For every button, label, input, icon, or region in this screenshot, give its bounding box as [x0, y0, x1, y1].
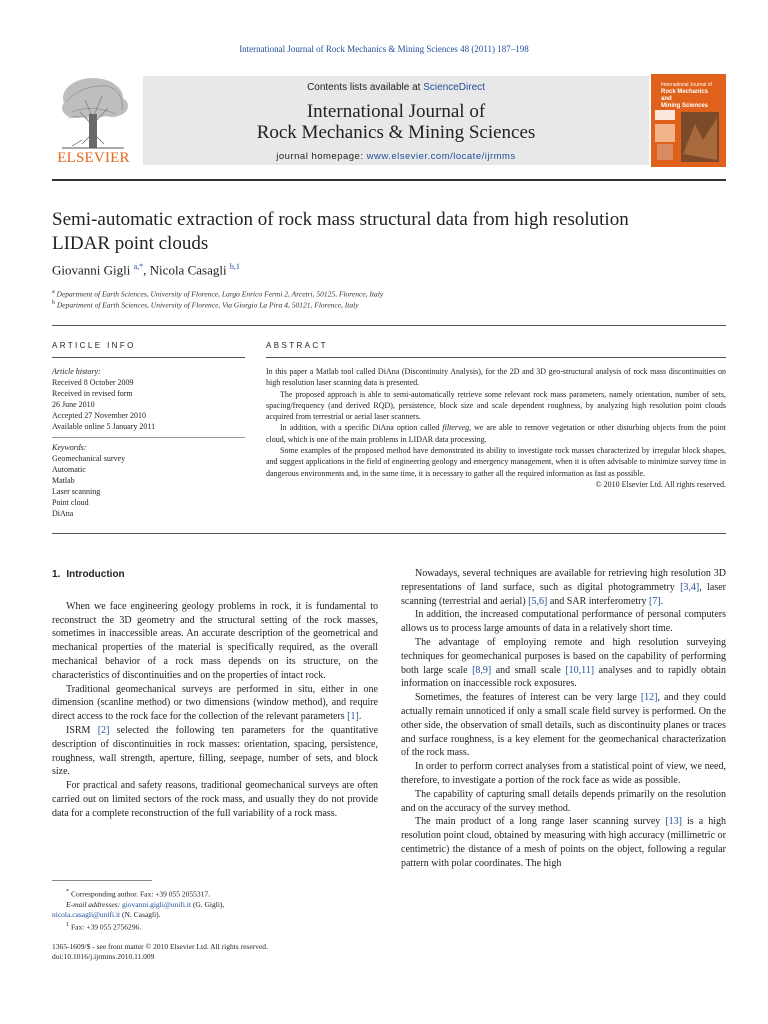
keywords-label: Keywords: — [52, 443, 87, 452]
citation-link[interactable]: [2] — [97, 724, 110, 736]
journal-masthead — [52, 74, 726, 167]
affiliation-a-text: Department of Earth Sciences, University of Florence, Largo Enrico Fermi 2, Arcetri, 50125, Florence, Italy — [54, 289, 384, 299]
abstract-paragraph: The proposed approach is able to semi-automatically retrieve some relevant rock mass parameters, namely orientation, number of sets, spacing/frequency (and derived RQD), persistence, block size and scale dependent roughness, by analyzing high resolution point clouds acquired from terrestrial or aerial laser scanners. — [266, 389, 726, 422]
journal-cover-thumbnail[interactable] — [651, 74, 726, 167]
body-right-column — [401, 567, 726, 871]
author-list — [52, 262, 240, 278]
front-matter — [52, 942, 378, 962]
history-item: Accepted 27 November 2010 — [52, 411, 146, 420]
cover-title-line-4: Mining Sciences — [661, 103, 709, 109]
copyright-notice: © 2010 Elsevier Ltd. All rights reserved. — [595, 479, 726, 489]
affiliation-b-mark: b — [52, 300, 55, 306]
history-item: Available online 5 January 2011 — [52, 422, 156, 431]
body-paragraph: For practical and safety reasons, traditional geomechanical surveys are often carried out on limited sectors of the rock mass, and usually they do not provide data for a complete reconstruction of the full variability of a rock mass. — [52, 780, 378, 819]
journal-homepage-link[interactable]: www.elsevier.com/locate/ijrmms — [366, 151, 516, 162]
body-paragraph: In addition, the increased computational performance of personal computers allows us to process large amounts of data in a relatively short time. — [401, 609, 726, 635]
keyword-item: DiAna — [52, 509, 74, 518]
section-heading — [52, 568, 378, 582]
footnote-rule — [52, 880, 152, 881]
email-link-casagli[interactable]: nicola.casagli@unifi.it — [52, 909, 121, 919]
keyword-item: Automatic — [52, 465, 86, 474]
keyword-item: Matlab — [52, 476, 75, 485]
article-info-heading: ARTICLE INFO — [52, 341, 136, 350]
keywords-divider — [52, 437, 245, 438]
author-separator: , — [143, 262, 150, 278]
email-note: E-mail addresses: giovanni.gigli@unifi.it (G. Gigli), — [66, 899, 225, 909]
citation-link[interactable]: [10,11] — [565, 664, 595, 676]
article-title-line-2: LIDAR point clouds — [52, 233, 209, 254]
running-head[interactable]: International Journal of Rock Mechanics & Mining Sciences 48 (2011) 187–198 — [239, 44, 529, 54]
cover-title-line-2: Rock Mechanics — [661, 89, 709, 95]
citation-link[interactable]: [3,4] — [680, 581, 700, 593]
history-item: 26 June 2010 — [52, 400, 95, 409]
elsevier-logo[interactable] — [52, 74, 135, 167]
citation-link[interactable]: [8,9] — [472, 664, 492, 676]
author-2[interactable]: Nicola Casagli — [149, 262, 227, 278]
journal-title-line-2: Rock Mechanics & Mining Sciences — [256, 122, 536, 143]
sciencedirect-link[interactable]: ScienceDirect — [423, 82, 485, 93]
keyword-item: Laser scanning — [52, 487, 101, 496]
article-info — [52, 366, 245, 519]
abstract-bottom-rule — [52, 533, 726, 534]
body-paragraph: Sometimes, the features of interest can be very large [12], and they could actually remain unnoticed if only a small scale field survey is performed. On the other side, the observation of small details, such as discontinuity planes or traces and surface roughness, is a key element for the geomechanical characterization of the rock mass. — [401, 692, 726, 759]
article-title-line-1: Semi-automatic extraction of rock mass structural data from high resolution — [52, 209, 629, 230]
homepage-line — [143, 151, 649, 162]
keyword-item: Point cloud — [52, 498, 89, 507]
homepage-prefix: journal homepage: — [276, 151, 367, 162]
corresponding-author-note: * Corresponding author. Fax: +39 055 2055317. — [66, 888, 211, 899]
body-left-column — [52, 568, 378, 821]
article-title — [52, 208, 726, 256]
email-label: E-mail addresses: — [66, 899, 121, 909]
contents-prefix: Contents lists available at — [307, 82, 424, 93]
filterveg-term: filterveg — [442, 423, 470, 433]
tree-logo-icon — [52, 74, 135, 150]
citation-link[interactable]: [7] — [648, 595, 661, 607]
journal-banner — [143, 76, 649, 165]
cover-title-line-3: and — [661, 96, 672, 102]
abstract-paragraph: In addition, with a specific DiAna option called filterveg, we are able to remove vegetation or other disturbing objects from the point cloud, which is one of the main problems in LIDAR data processing. — [266, 423, 726, 444]
article-info-rule — [52, 357, 245, 358]
doi-line[interactable]: doi:10.1016/j.ijrmms.2010.11.009 — [52, 952, 155, 961]
abstract-paragraph: Some examples of the proposed method have demonstrated its ability to investigate rock masses characterized by irregular block shapes, and suggest applications in the field of engineering geology and emergency management, when it is often advisable to minimize survey time in dangerous environments and, in the same time, it is necessary to gather all the required information as fast as possible. — [266, 446, 726, 478]
affiliation-b — [52, 300, 359, 310]
affiliation-a — [52, 289, 383, 299]
body-paragraph: The advantage of employing remote and high resolution surveying techniques for geomechanical purposes is based on the capability of performing both large scale [8,9] and small scale [10,11] analyses and to rapidly obtain information on inaccessible rock exposures. — [401, 636, 726, 690]
footnote-1: $^1$ Fax: +39 055 2756296. — [66, 920, 142, 931]
citation-link[interactable]: [1] — [347, 711, 359, 723]
publisher-name: ELSEVIER — [57, 150, 130, 166]
contents-line — [143, 82, 649, 93]
author-2-affiliation-mark[interactable]: b,1 — [229, 262, 240, 271]
header-divider — [52, 325, 726, 326]
body-paragraph: In order to perform correct analyses from a statistical point of view, we need, therefore, to investigate a portion of the rock face as wide as possible. — [401, 761, 726, 786]
author-1[interactable]: Giovanni Gigli — [52, 262, 131, 278]
abstract — [266, 366, 726, 490]
masthead-rule — [52, 179, 726, 181]
journal-title — [143, 101, 649, 143]
history-item: Received 8 October 2009 — [52, 378, 134, 387]
body-paragraph: The main product of a long range laser scanning survey [13] is a high resolution point cloud, obtained by measuring with high accuracy (millimetric or centimetric) the distance of a mesh of points on the object, following a regular pattern with polar coordinates. The high — [401, 816, 726, 869]
section-title: Introduction — [66, 569, 125, 580]
body-paragraph: Nowadays, several techniques are available for retrieving high resolution 3D representations of land surface, such as digital photogrammetry [3,4], laser scanning (terrestrial and aerial) [5,6] and SAR interferometry [7]. — [401, 568, 726, 607]
email-note-continued: nicola.casagli@unifi.it (N. Casagli). — [52, 909, 161, 919]
journal-title-line-1: International Journal of — [306, 101, 486, 122]
footnotes — [52, 887, 378, 932]
keyword-item: Geomechanical survey — [52, 454, 126, 463]
cover-title-line-1: International Journal of — [661, 82, 712, 88]
citation-link[interactable]: [12] — [640, 692, 658, 704]
citation-link[interactable]: [5,6] — [528, 595, 548, 607]
body-paragraph: When we face engineering geology problems in rock, it is fundamental to reconstruct the 3D geometry and the structural setting of the rock masses, sometimes in inaccessible areas. An accurate description of the geometrical and mechanical properties of the material is specifically required, as the overall mechanical behavior of a rock mass depends on its structure, on the characteristics of discontinuities and on the properties of intact rock. — [52, 600, 378, 681]
history-label: Article history: — [52, 367, 101, 376]
body-paragraph: The capability of capturing small details depends primarily on the resolution and on the accuracy of the survey method. — [401, 788, 726, 814]
author-1-affiliation-mark[interactable]: a,* — [133, 262, 144, 271]
body-paragraph: Traditional geomechanical surveys are performed in situ, either in one dimension (scanline method) or two dimensions (window method), and require direct access to the rock face for the collection of the relevant parameters [1]. — [52, 683, 378, 723]
cover-art-icon — [651, 74, 726, 167]
abstract-paragraph: In this paper a Matlab tool called DiAna (Discontinuity Analysis), for the 2D and 3D geo-structural analysis of rock mass discontinuities on high resolution laser scanning data is presented. — [266, 367, 726, 388]
issn-line: 1365-1609/$ - see front matter © 2010 Elsevier Ltd. All rights reserved. — [52, 942, 268, 951]
affiliation-a-mark: a — [52, 289, 55, 295]
section-number: 1. — [52, 569, 61, 580]
body-paragraph: ISRM [2] selected the following ten parameters for the quantitative description of discontinuities in rock masses: orientation, spacing, persistence, roughness, wall strength, aperture, filling, seepage, number of sets, and block size. — [52, 724, 379, 778]
abstract-rule — [266, 357, 726, 358]
history-item: Received in revised form — [52, 389, 133, 398]
affiliation-b-text: Department of Earth Sciences, University of Florence, Via Giorgio La Pira 4, 50121, Florence, Italy — [55, 300, 359, 310]
email-link-gigli[interactable]: giovanni.gigli@unifi.it — [120, 899, 191, 909]
abstract-heading: ABSTRACT — [266, 341, 328, 350]
citation-link[interactable]: [13] — [665, 816, 682, 828]
